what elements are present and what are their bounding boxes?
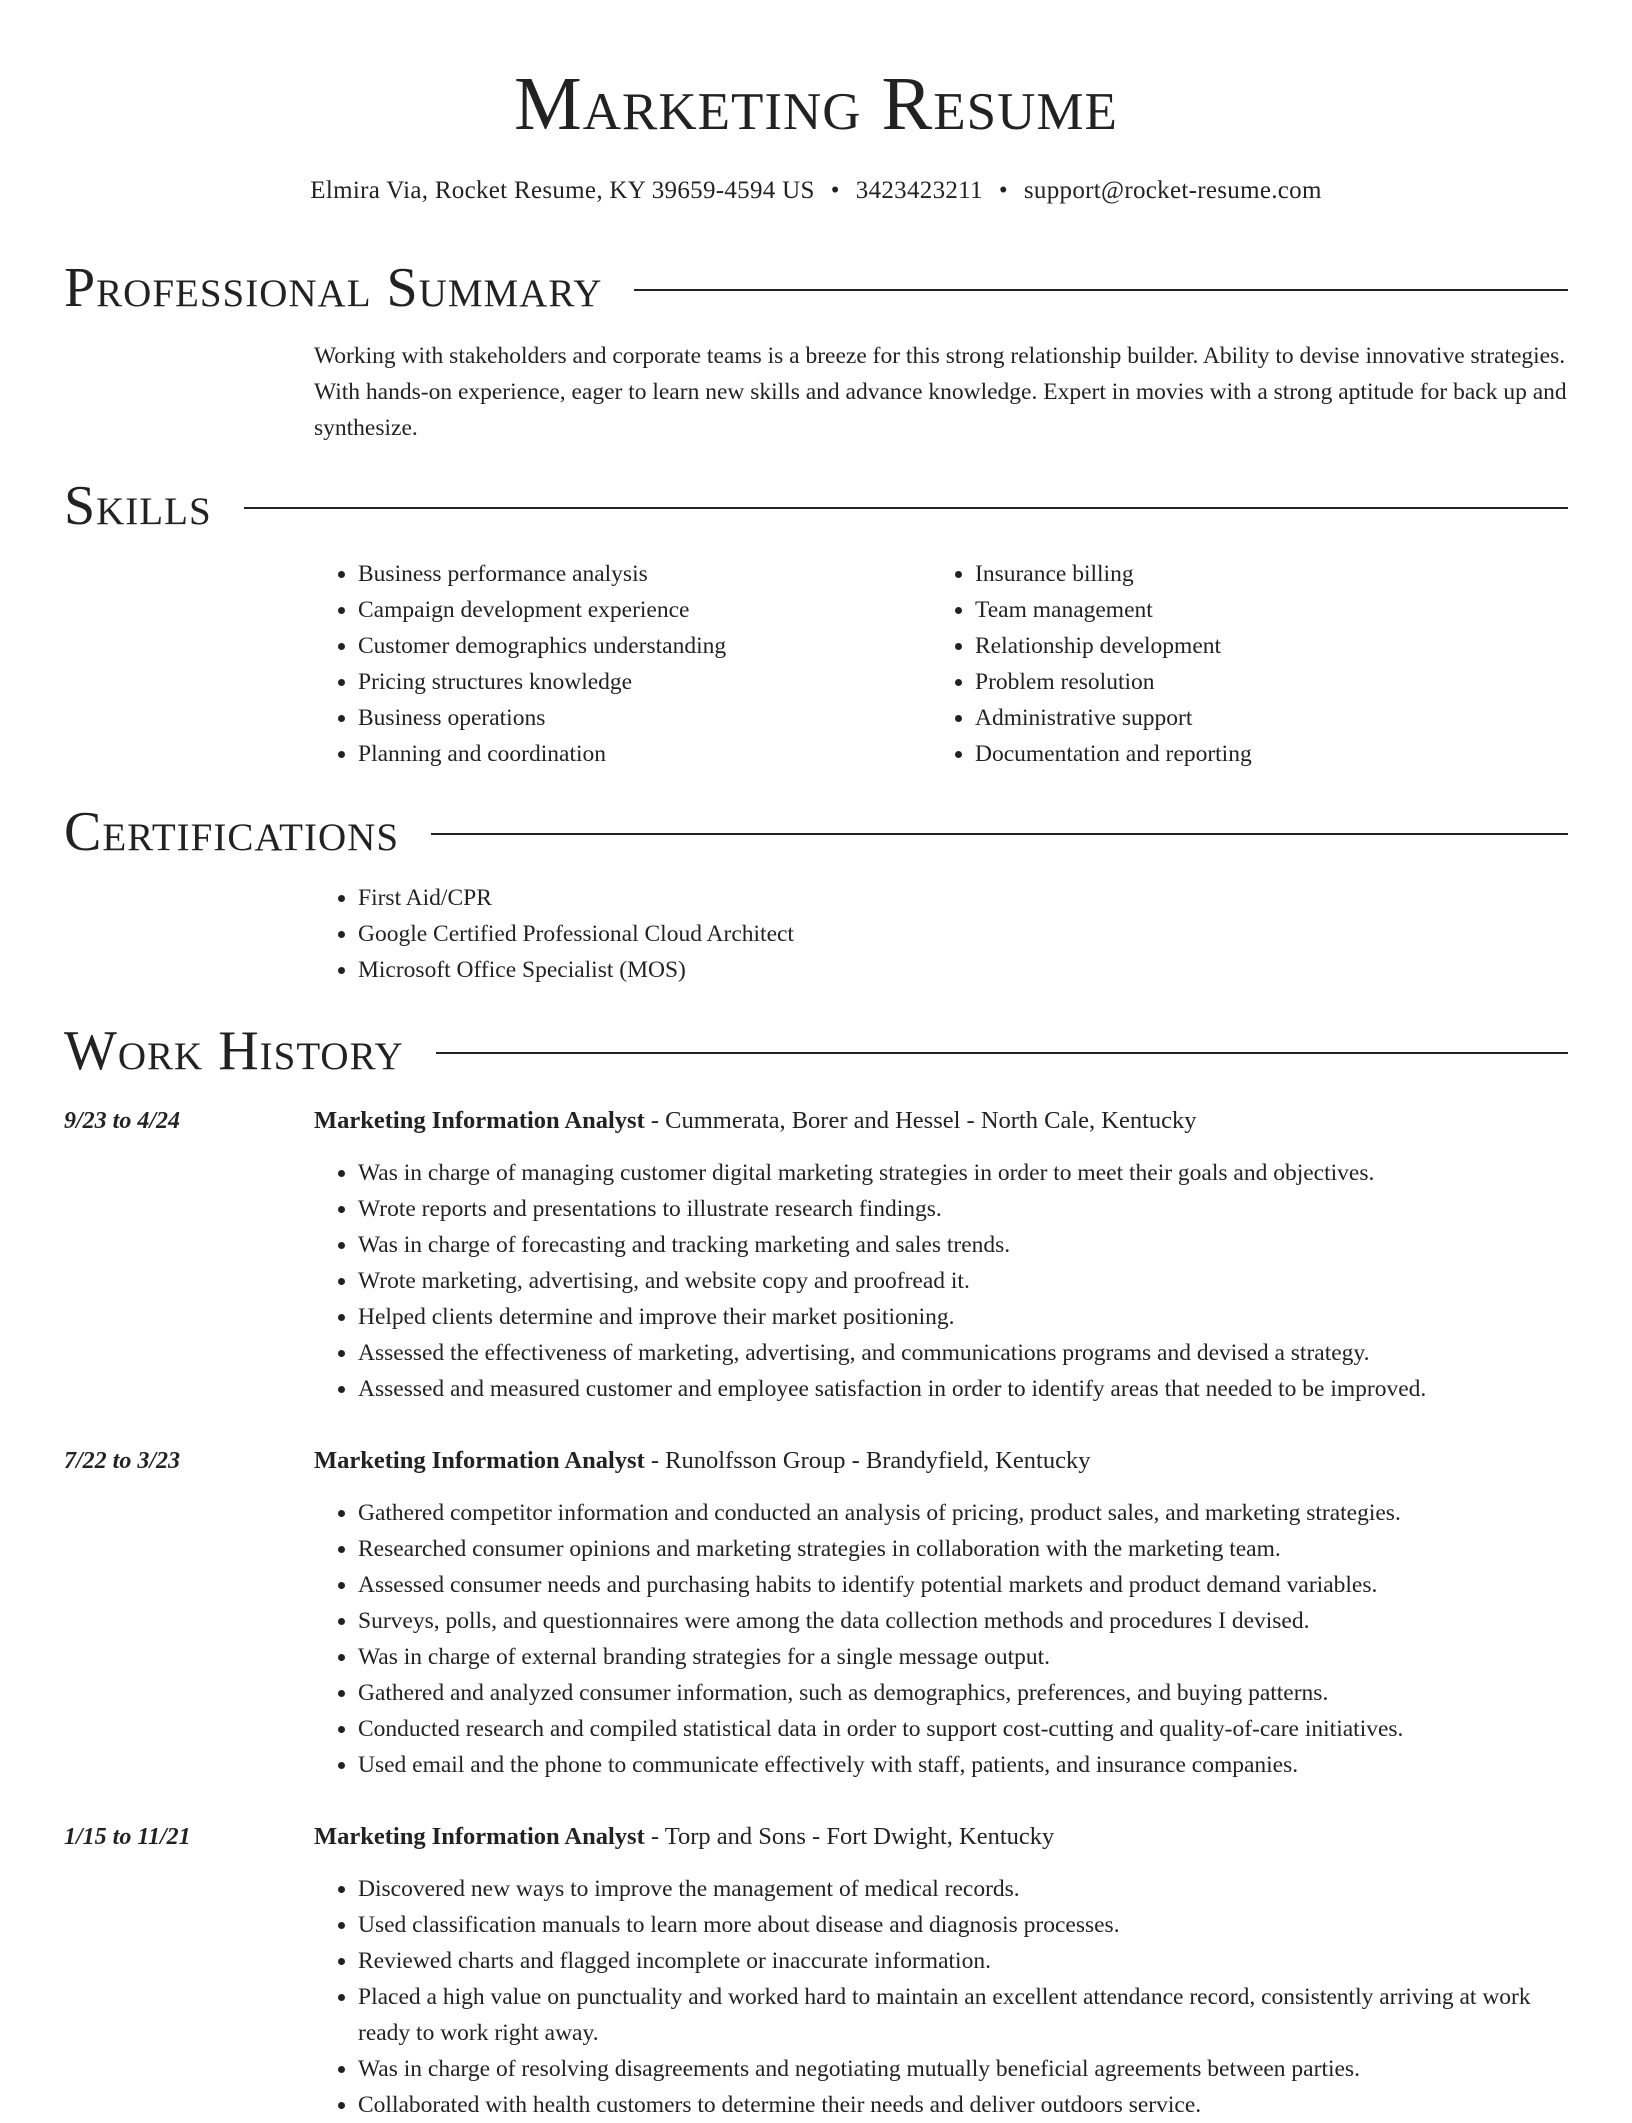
job-duty: • Researched consumer opinions and marketing strategies in collaboration with the marketing team.	[358, 1531, 1568, 1567]
contact-separator: •	[998, 177, 1008, 204]
job-duty: • Used classification manuals to learn more about disease and diagnosis processes.	[358, 1907, 1568, 1943]
section-heading: Work History	[64, 1020, 404, 1082]
skill-item: • Problem resolution	[975, 664, 1531, 700]
job-duty: • Was in charge of forecasting and tracking marketing and sales trends.	[358, 1227, 1568, 1263]
certification-item: • Google Certified Professional Cloud Architect	[358, 916, 1314, 952]
contact-address: Elmira Via, Rocket Resume, KY 39659-4594 US	[310, 177, 815, 204]
skill-item: • Documentation and reporting	[975, 736, 1531, 772]
job-duty: • Wrote reports and presentations to illustrate research findings.	[358, 1191, 1568, 1227]
job-duty: • Assessed the effectiveness of marketing, advertising, and communications programs and devised a strategy.	[358, 1335, 1568, 1371]
section-certifications-header	[64, 797, 1568, 867]
job-duty: • Was in charge of resolving disagreements and negotiating mutually beneficial agreements between parties.	[358, 2051, 1568, 2087]
job-title: Marketing Information Analyst	[314, 1447, 645, 1474]
job-company: - Cummerata, Borer and Hessel - North Cale, Kentucky	[650, 1107, 1197, 1134]
job-duty: • Placed a high value on punctuality and worked hard to maintain an excellent attendance record, consistently arriving at work ready to work right away.	[358, 1979, 1568, 2051]
skills-list-left	[314, 556, 914, 772]
job-duties	[314, 1871, 1568, 2123]
job-duty: • Used email and the phone to communicate effectively with staff, patients, and insurance companies.	[358, 1747, 1568, 1783]
section-heading: Certifications	[64, 801, 400, 863]
section-divider	[244, 507, 1568, 509]
section-divider	[634, 289, 1568, 291]
skills-list-right	[931, 556, 1531, 772]
job-title-line	[314, 1103, 1197, 1139]
section-summary-header	[64, 253, 1568, 323]
job-duty: • Wrote marketing, advertising, and website copy and proofread it.	[358, 1263, 1568, 1299]
section-skills-header	[64, 471, 1568, 541]
contact-line	[0, 174, 1632, 208]
job-title: Marketing Information Analyst	[314, 1823, 645, 1850]
contact-phone: 3423423211	[855, 177, 983, 204]
job-duty: • Reviewed charts and flagged incomplete or inaccurate information.	[358, 1943, 1568, 1979]
contact-email: support@rocket-resume.com	[1023, 177, 1322, 204]
section-heading: Professional Summary	[64, 257, 603, 319]
job-duty: • Conducted research and compiled statistical data in order to support cost-cutting and quality-of-care initiatives.	[358, 1711, 1568, 1747]
job-title-line	[314, 1819, 1054, 1855]
skill-item: • Campaign development experience	[358, 592, 914, 628]
job-title-line	[314, 1443, 1090, 1479]
certification-item: • First Aid/CPR	[358, 880, 1314, 916]
job-duty: • Was in charge of external branding strategies for a single message output.	[358, 1639, 1568, 1675]
skill-item: • Planning and coordination	[358, 736, 914, 772]
section-heading: Skills	[64, 475, 212, 537]
section-divider	[431, 833, 1568, 835]
job-duty: • Gathered competitor information and conducted an analysis of pricing, product sales, and marketing strategies.	[358, 1495, 1568, 1531]
job-duties	[314, 1155, 1568, 1407]
job-duty: • Gathered and analyzed consumer information, such as demographics, preferences, and buying patterns.	[358, 1675, 1568, 1711]
job-duties	[314, 1495, 1568, 1783]
certification-item: • Microsoft Office Specialist (MOS)	[358, 952, 1314, 988]
skill-item: • Business performance analysis	[358, 556, 914, 592]
job-duty: • Helped clients determine and improve their market positioning.	[358, 1299, 1568, 1335]
skill-item: • Team management	[975, 592, 1531, 628]
job-title: Marketing Information Analyst	[314, 1107, 645, 1134]
skill-item: • Pricing structures knowledge	[358, 664, 914, 700]
job-company: - Torp and Sons - Fort Dwight, Kentucky	[650, 1823, 1055, 1850]
skill-item: • Relationship development	[975, 628, 1531, 664]
skill-item: • Business operations	[358, 700, 914, 736]
job-dates: 1/15 to 11/21	[64, 1824, 191, 1850]
skill-item: • Customer demographics understanding	[358, 628, 914, 664]
job-duty: • Discovered new ways to improve the management of medical records.	[358, 1871, 1568, 1907]
skill-item: • Administrative support	[975, 700, 1531, 736]
job-company: - Runolfsson Group - Brandyfield, Kentucky	[650, 1447, 1091, 1474]
job-dates: 7/22 to 3/23	[64, 1448, 181, 1474]
job-duty: • Assessed and measured customer and employee satisfaction in order to identify areas that needed to be improved.	[358, 1371, 1568, 1407]
job-duty: • Collaborated with health customers to determine their needs and deliver outdoors service.	[358, 2087, 1568, 2123]
resume-title: Marketing Resume	[514, 62, 1118, 146]
job-duty: • Assessed consumer needs and purchasing habits to identify potential markets and product demand variables.	[358, 1567, 1568, 1603]
job-dates: 9/23 to 4/24	[64, 1108, 181, 1134]
skill-item: • Insurance billing	[975, 556, 1531, 592]
contact-separator: •	[830, 177, 840, 204]
summary-text: Working with stakeholders and corporate teams is a breeze for this strong relationship builder. Ability to devise innovative strategies. With hands-on experience, eager to learn new skills and advance knowledge. Expert in movies with a strong aptitude for back up and synthesize.	[314, 343, 1567, 441]
certifications-list	[314, 880, 1314, 988]
job-duty: • Was in charge of managing customer digital marketing strategies in order to meet their goals and objectives.	[358, 1155, 1568, 1191]
job-duty: • Surveys, polls, and questionnaires were among the data collection methods and procedures I devised.	[358, 1603, 1568, 1639]
section-work-history-header	[64, 1016, 1568, 1086]
section-divider	[436, 1052, 1568, 1054]
